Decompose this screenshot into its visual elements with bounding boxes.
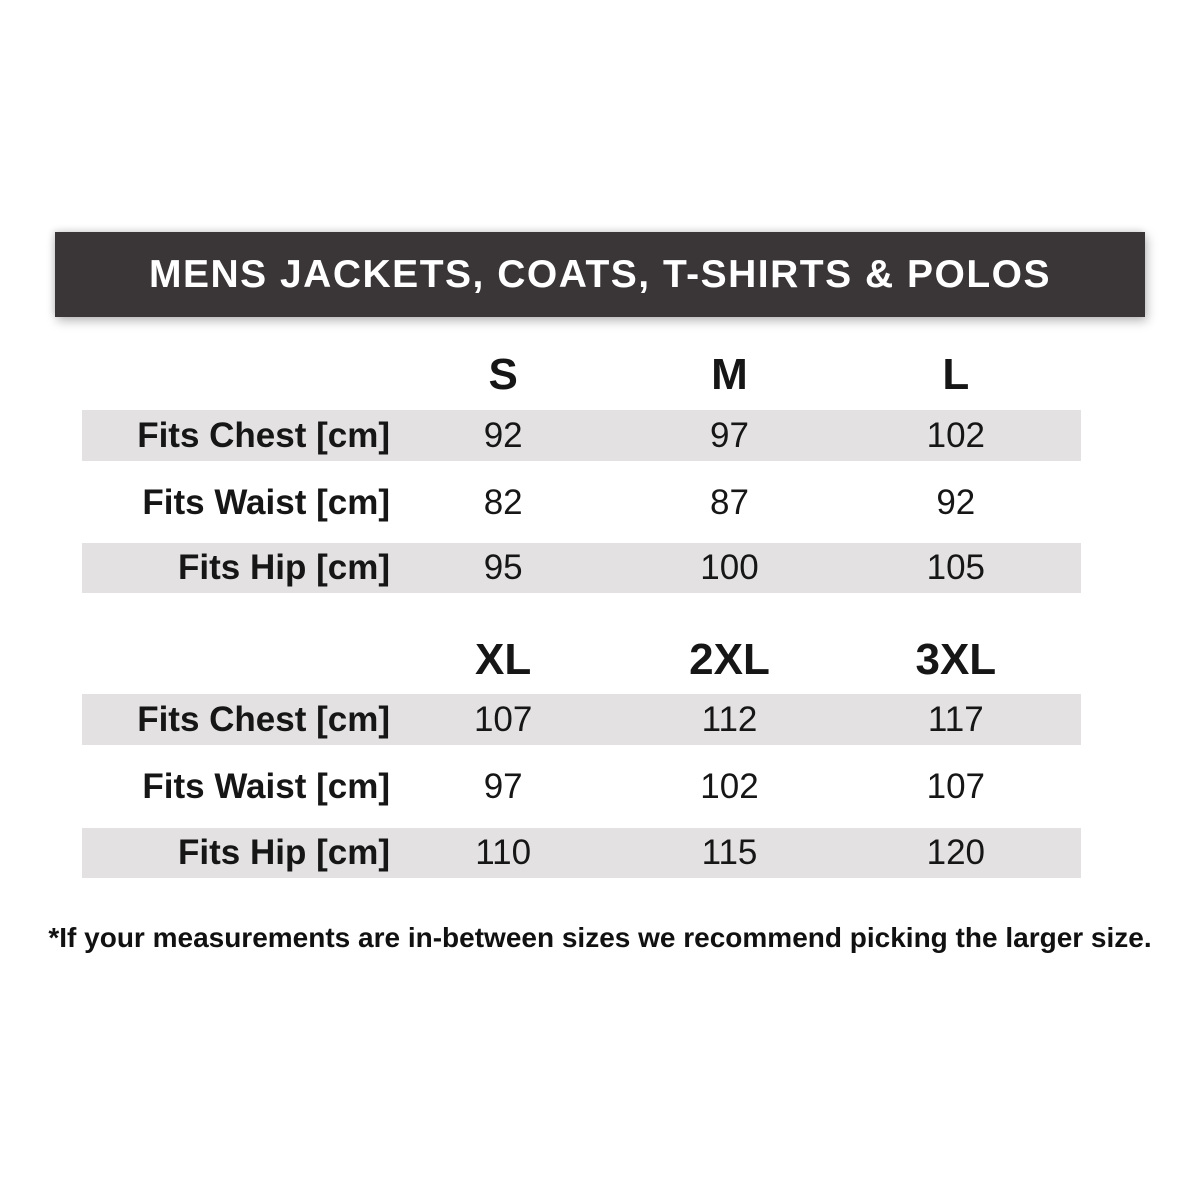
size-header-2xl: 2XL: [689, 635, 770, 684]
row-label: Fits Hip [cm]: [178, 548, 390, 587]
cell-value: 95: [483, 548, 523, 587]
cell-value: 82: [483, 483, 523, 522]
row-label: Fits Chest [cm]: [137, 699, 390, 739]
cell-value: 120: [926, 833, 986, 872]
size-table-xl: [82, 630, 1081, 878]
cell-value: 107: [473, 699, 533, 739]
footnote: *If your measurements are in-between sizes we recommend picking the larger size.: [48, 922, 1152, 953]
size-header-m: M: [711, 350, 748, 399]
cell-value: 100: [700, 548, 759, 587]
size-table-sml: [82, 345, 1081, 593]
cell-value: 117: [927, 699, 984, 739]
page-title: MENS JACKETS, COATS, T-SHIRTS & POLOS: [148, 252, 1052, 296]
cell-value: 102: [926, 415, 986, 455]
row-label: Fits Hip [cm]: [178, 833, 390, 872]
table-row-waist: [82, 762, 1081, 812]
cell-value: 92: [936, 483, 976, 522]
cell-value: 92: [483, 415, 523, 455]
row-label: Fits Chest [cm]: [137, 415, 390, 455]
cell-value: 107: [926, 767, 986, 806]
cell-value: 115: [701, 833, 758, 872]
cell-value: 97: [483, 767, 523, 806]
size-header-l: L: [942, 350, 970, 399]
size-header-row: [82, 630, 1081, 690]
title-bar: [55, 232, 1145, 317]
row-label: Fits Waist [cm]: [142, 767, 390, 806]
cell-value: 87: [710, 483, 749, 522]
cell-value: 110: [475, 833, 532, 872]
table-row-chest: [82, 694, 1081, 745]
row-label: Fits Waist [cm]: [142, 483, 390, 522]
cell-value: 102: [700, 767, 759, 806]
cell-value: 97: [710, 415, 749, 455]
table-row-hip: [82, 828, 1081, 878]
table-row-chest: [82, 410, 1081, 461]
cell-value: 105: [926, 548, 986, 587]
cell-value: 112: [701, 699, 758, 739]
size-header-xl: XL: [475, 635, 532, 684]
size-header-3xl: 3XL: [915, 635, 997, 684]
size-header-row: [82, 345, 1081, 405]
table-row-waist: [82, 478, 1081, 528]
size-header-s: S: [488, 350, 518, 399]
table-row-hip: [82, 543, 1081, 593]
